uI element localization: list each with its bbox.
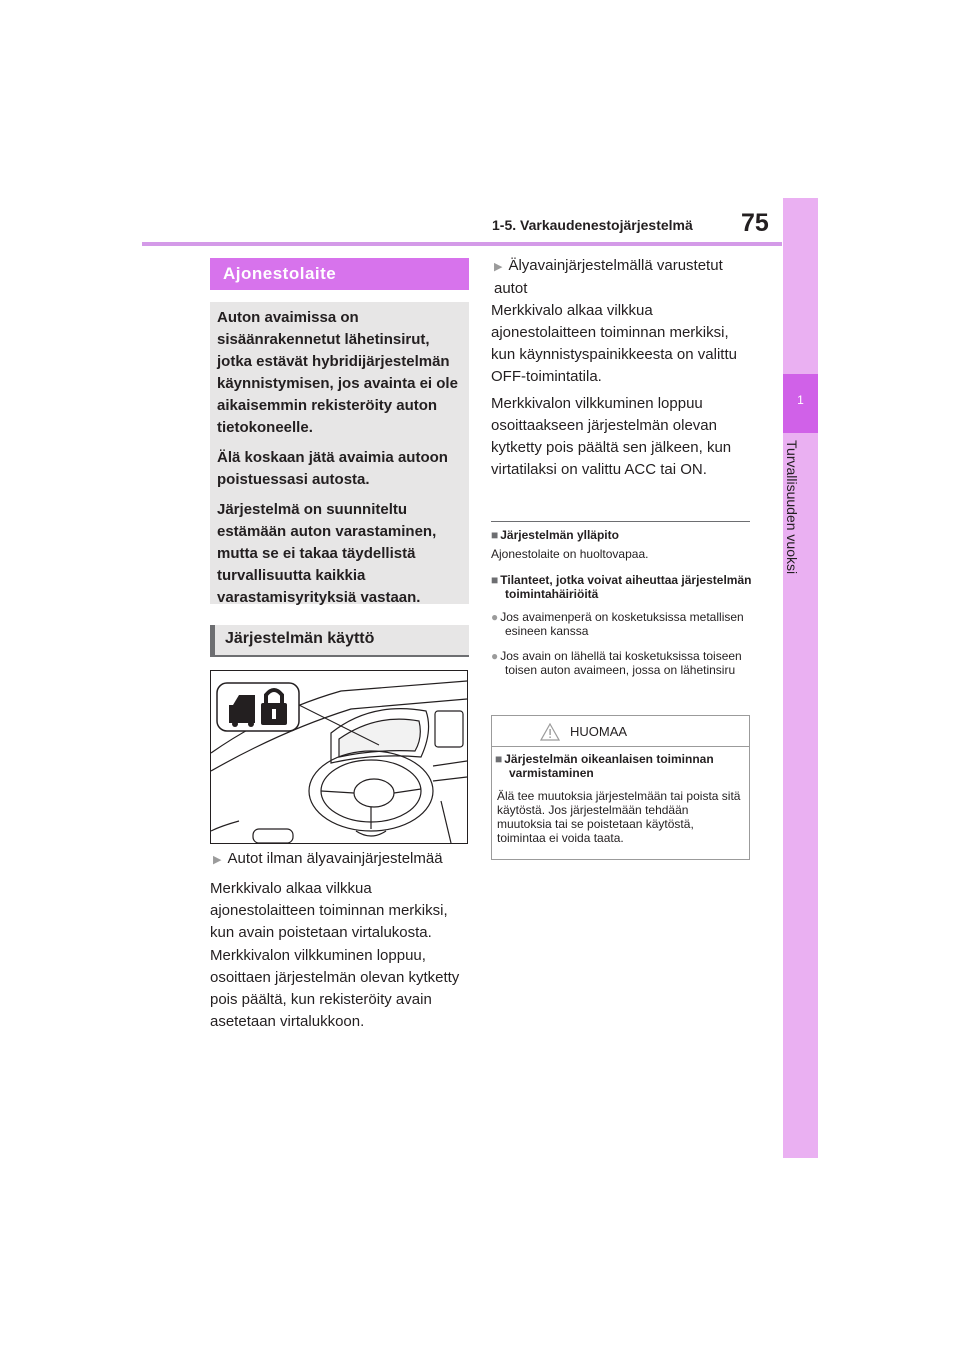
- dashboard-illustration: [210, 670, 468, 844]
- notice-heading: ■ Järjestelmän oikeanlaisen toiminnan varmistaminen: [495, 752, 714, 780]
- divider: [491, 521, 750, 522]
- paragraph: Merkkivalo alkaa vilkkua ajonestolaitteen toiminnan merkiksi, kun käynnistyspainikkeesta on valittu OFF-toimintatila.: [491, 302, 737, 385]
- notice-title: HUOMAA: [570, 724, 628, 739]
- warning-paragraph: Järjestelmä on suunniteltu estämään auton varastaminen, mutta se ei takaa täydellistä turvallisuutta kaikkia varastamisyrityksiä vastaan.: [217, 501, 437, 606]
- page-number: 75: [741, 209, 769, 237]
- chapter-side-tab: [783, 198, 818, 1158]
- warning-paragraph: Auton avaimissa on sisäänrakennetut lähetinsirut, jotka estävät hybridijärjestelmän käynnistymisen, jos avainta ei ole aikaisemmin rekisteröity auton tietokoneelle.: [217, 309, 458, 436]
- malfunction-heading: ■ Tilanteet, jotka voivat aiheuttaa järjestelmän toimintahäiriöitä: [491, 573, 752, 601]
- chapter-number-tab: 1: [783, 374, 818, 433]
- triangle-bullet-icon: ▶: [213, 854, 222, 866]
- section-header: 1-5. Varkaudenestojärjestelmä: [492, 217, 693, 233]
- bullet-heading: ▶ Älyavainjärjestelmällä varustetut autot: [494, 257, 723, 297]
- bullet-heading: ▶ Autot ilman älyavainjärjestelmää: [213, 850, 443, 867]
- dashboard-drawing: [211, 671, 467, 843]
- section-title-immobilizer: Ajonestolaite: [210, 258, 469, 290]
- notice-text: Älä tee muutoksia järjestelmään tai poista sitä käytöstä. Jos järjestelmään tehdään muutoksia tai se poistetaan käytöstä, toimintaa ei voida taata.: [497, 789, 741, 845]
- notice-box: [491, 715, 750, 860]
- list-item: ● Jos avaimenperä on kosketuksissa metallisen esineen kanssa: [491, 610, 744, 638]
- circle-bullet-icon: ●: [491, 649, 499, 663]
- maintenance-heading: ■ Järjestelmän ylläpito: [491, 528, 619, 542]
- paragraph: Merkkivalon vilkkuminen loppuu osoittaakseen järjestelmän olevan kytketty pois päältä sen jälkeen, kun virtatilaksi on valittu ACC tai ON.: [491, 395, 732, 478]
- square-bullet-icon: ■: [491, 573, 499, 587]
- triangle-bullet-icon: ▶: [494, 261, 503, 273]
- section-title-operation: Järjestelmän käyttö: [210, 625, 469, 657]
- square-bullet-icon: ■: [495, 752, 503, 766]
- chapter-label: Turvallisuuden vuoksi: [784, 440, 800, 575]
- warning-box: [210, 302, 469, 604]
- list-item: ● Jos avain on lähellä tai kosketuksissa toiseen toisen auton avaimeen, jossa on lähetinsiru: [491, 649, 742, 677]
- notice-header: [492, 716, 749, 747]
- maintenance-text: Ajonestolaite on huoltovapaa.: [491, 547, 649, 561]
- paragraph: Merkkivalo alkaa vilkkua ajonestolaitteen toiminnan merkiksi, kun avain poistetaan virtalukosta.: [210, 880, 448, 941]
- warning-paragraph: Älä koskaan jätä avaimia autoon poistuessasi autosta.: [217, 449, 448, 488]
- paragraph: Merkkivalon vilkkuminen loppuu, osoittaen järjestelmän olevan kytketty pois päältä, kun rekisteröity avain asetetaan virtalukkoon.: [210, 947, 460, 1030]
- circle-bullet-icon: ●: [491, 610, 499, 624]
- header-rule: [142, 242, 782, 246]
- square-bullet-icon: ■: [491, 528, 499, 542]
- warning-triangle-icon: [540, 723, 560, 741]
